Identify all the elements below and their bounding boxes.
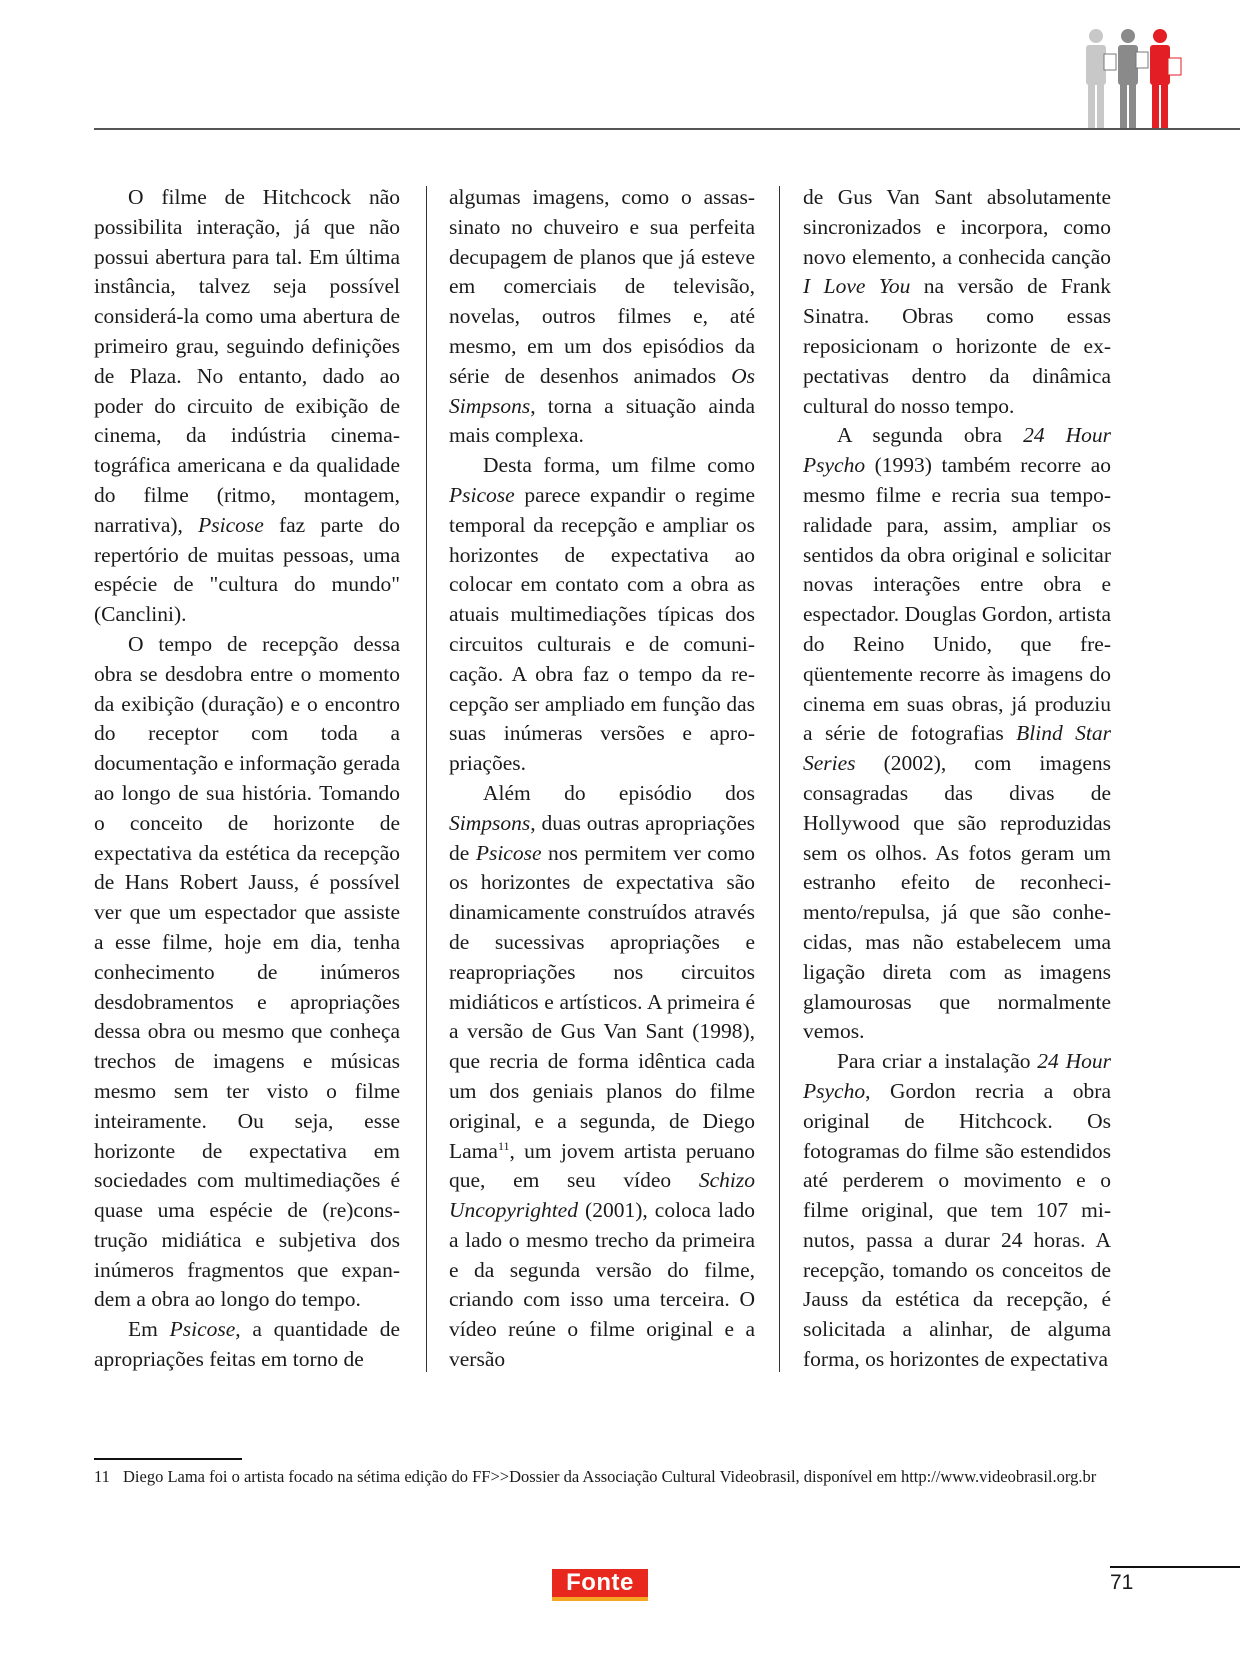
paragraph bbox=[803, 1047, 1111, 1375]
text-run: (2001), coloca lado a lado o mesmo trecho da primeira e da segunda versão do filme, criando com isso uma terceira. O vídeo reúne o filme original e a versão bbox=[449, 1198, 755, 1372]
header-rule bbox=[94, 128, 1240, 130]
column-divider bbox=[779, 186, 780, 1372]
text-run: na versão de Frank Sinatra. Obras como essas reposicionam o horizonte de expectativas dentro da dinâmica cultural do nosso tempo. bbox=[803, 274, 1112, 418]
text-run: nos permitem ver como os horizontes de expectativa são dinamicamente construídos através de sucessivas apropriações e reapropriações nos circuitos midiáticos e artísticos. A primeira é a versão de Gus Van Sant (1998), que recria de forma idêntica cada um dos geniais planos do filme original, e a segunda, de Diego Lama bbox=[449, 840, 755, 1163]
text-run: , torna a situação ainda mais complexa. bbox=[449, 393, 755, 448]
text-run: , a quantidade de apropriações feitas em torno de bbox=[94, 1317, 400, 1372]
text-run: (2002), com imagens consagradas das divas de Hollywood que são reproduzidas sem os olhos. As fotos geram um estranho efeito de reconhecimento/repulsa, já que são conhecidas, mas não estabelecem uma ligação direta com as imagens glamourosas que normalmente vemos. bbox=[803, 751, 1111, 1044]
work-title: Os Simpsons bbox=[449, 363, 755, 418]
footnote-text: Diego Lama foi o artista focado na sétima edição do FF>>Dossier da Associação Cultural Videobrasil, disponível em http://www.videobrasil.org.br bbox=[123, 1467, 1097, 1486]
text-run: , duas outras apropriações de bbox=[449, 810, 755, 865]
text-run: algumas imagens, como o assassinato no chuveiro e sua perfeita decupagem de planos que já esteve em comerciais de televisão, novelas, outros filmes e, até mesmo, em um dos episódios da série de desenhos animados bbox=[449, 185, 755, 388]
text-column-1 bbox=[94, 183, 400, 1375]
footnote bbox=[94, 1466, 1111, 1488]
work-title: Simpsons bbox=[449, 810, 531, 835]
paragraph bbox=[449, 183, 755, 451]
text-column-3 bbox=[803, 183, 1111, 1375]
text-run: , Gordon recria a obra original de Hitchcock. Os fotogramas do filme são estendidos até perderem o movimento e o filme original, que tem 107 minutos, passa a durar 24 horas. A recepção, tomando os conceitos de Jauss da estética da recepção, é solicitada a alinhar, de alguma forma, os horizontes de expectativa bbox=[803, 1078, 1111, 1372]
paragraph bbox=[449, 451, 755, 779]
text-run: , um jovem artista peruano que, em seu vídeo bbox=[449, 1138, 755, 1193]
page-number-rule bbox=[1110, 1566, 1240, 1568]
text-run: Para criar a instalação bbox=[837, 1049, 1038, 1074]
brand-logo: Fonte bbox=[552, 1569, 648, 1601]
text-run: Desta forma, um filme como bbox=[483, 453, 755, 478]
paragraph bbox=[94, 1315, 400, 1375]
column-divider bbox=[426, 186, 427, 1372]
footnote-rule bbox=[94, 1458, 242, 1460]
person-red bbox=[1150, 29, 1170, 128]
footnote-number: 11 bbox=[94, 1467, 110, 1486]
work-title: 24 Hour Psycho bbox=[803, 1049, 1111, 1103]
work-title: Psicose bbox=[475, 840, 542, 865]
text-run: A segunda obra bbox=[837, 423, 1024, 448]
paragraph bbox=[803, 421, 1111, 1047]
work-title: Psicose bbox=[198, 512, 264, 537]
work-title: Psicose bbox=[449, 482, 515, 507]
paragraph bbox=[94, 183, 400, 630]
text-run: faz parte do repertório de muitas pessoas, uma espécie de "cultura do mundo" (Canclini). bbox=[94, 512, 400, 627]
people-with-documents-icon bbox=[1078, 28, 1184, 130]
paragraph bbox=[94, 630, 400, 1315]
work-title: Schizo Uncopyrighted bbox=[449, 1168, 755, 1223]
work-title: Psicose bbox=[169, 1317, 236, 1342]
text-run: O tempo de recepção dessa obra se desdobra entre o momento da exibição (duração) e o encontro do receptor com toda a documentação e informação gerada ao longo de sua história. Tomando o conceito de horizonte de expectativa da estética da recepção de Hans Robert Jauss, é possível ver que um espectador que assiste a esse filme, hoje em dia, tenha conhecimento de inúmeros desdobramentos e apropriações dessa obra ou mesmo que conheça trechos de imagens e músicas mesmo sem ter visto o filme inteiramente. Ou seja, esse horizonte de expectativa em sociedades com multimediações é quase uma espécie de (re)construção midiática e subjetiva dos inúmeros fragmentos que expandem a obra ao longo do tempo. bbox=[94, 631, 400, 1312]
work-title: I Love You bbox=[803, 274, 911, 299]
text-run: Além do episódio dos bbox=[483, 780, 755, 805]
text-run: O filme de Hitchcock não possibilita interação, já que não possui abertura para tal. Em última instância, talvez seja possível considerá-la como uma abertura de primeiro grau, seguindo definições de Plaza. No entanto, dado ao poder do circuito de exibição de cinema, da indústria cinematográfica americana e da qualidade do filme (ritmo, montagem, narrativa), bbox=[94, 185, 400, 537]
text-run: parece expandir o regime temporal da recepção e ampliar os horizontes de expectativa ao colocar em contato com a obra as atuais multimediações típicas dos circuitos culturais e de comunicação. A obra faz o tempo da recepção ser ampliado em função das suas inúmeras versões e apropriações. bbox=[449, 482, 755, 776]
text-run: Em bbox=[128, 1317, 170, 1342]
text-run: (1993) também recorre ao mesmo filme e recria sua temporalidade para, assim, ampliar os sentidos da obra original e solicitar novas interações entre obra e espectador. Douglas Gordon, artista do Reino Unido, que freqüentemente recorre às imagens do cinema em suas obras, já produziu a série de fotografias bbox=[803, 453, 1111, 746]
work-title: 24 Hour Psycho bbox=[803, 423, 1111, 478]
paragraph bbox=[449, 779, 755, 1375]
person-light-gray bbox=[1086, 29, 1106, 128]
paragraph bbox=[803, 183, 1111, 421]
text-column-2 bbox=[449, 183, 755, 1375]
person-dark-gray bbox=[1118, 29, 1138, 128]
work-title: Blind Star Series bbox=[803, 721, 1111, 776]
footnote-marker[interactable]: 11 bbox=[497, 1138, 510, 1153]
page-number: 71 bbox=[1110, 1571, 1134, 1594]
text-run: de Gus Van Sant absolutamente sincronizados e incorpora, como novo elemento, a conhecida canção bbox=[803, 185, 1111, 269]
